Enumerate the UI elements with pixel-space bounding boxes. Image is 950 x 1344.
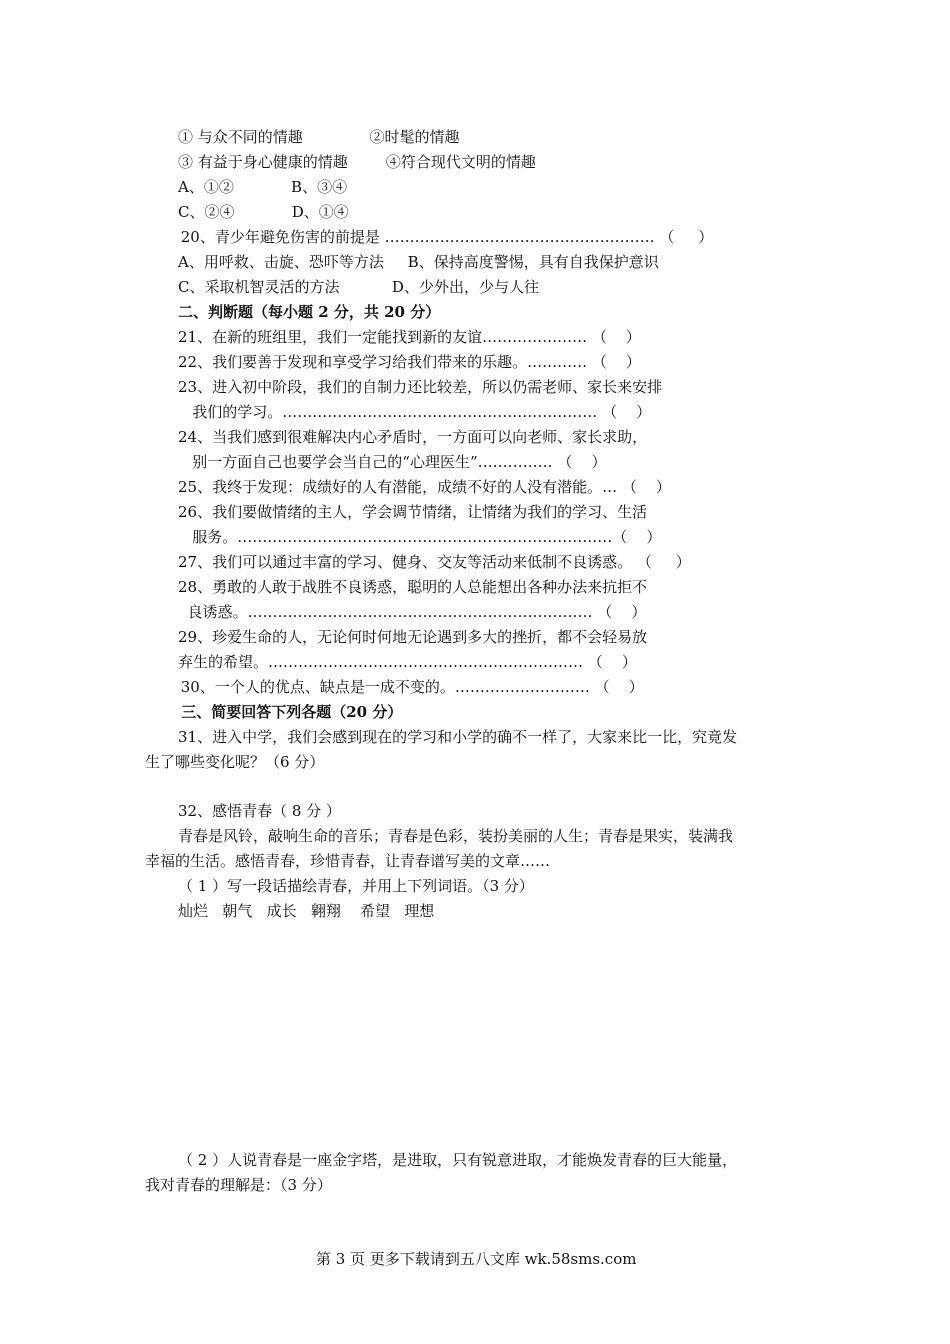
page-footer: 第 3 页 更多下载请到五八文库 wk.58sms.com: [316, 1250, 637, 1268]
question-27: 27、我们可以通过丰富的学习、健身、交友等活动来低制不良诱惑。 （ ）: [178, 553, 691, 571]
question-24-line-1: 24、当我们感到很难解决内心矛盾时，一方面可以向老师、家长求助，: [178, 428, 648, 446]
question-32-part-1: （ 1 ）写一段话描绘青春，并用上下列词语。（3 分）: [178, 877, 534, 895]
question-26-line-2: 服务。…………………………………………………………………（ ）: [178, 528, 662, 546]
q20-choice-cd: C、采取机智灵活的方法 D、少外出，少与人往: [178, 278, 539, 296]
question-32-title: 32、感悟青春（ 8 分 ）: [178, 802, 341, 820]
section-heading-2: 二、判断题（每小题 2 分，共 20 分）: [178, 303, 441, 321]
question-29-line-1: 29、珍爱生命的人，无论何时何地无论遇到多大的挫折，都不会轻易放: [178, 628, 648, 646]
choice-line-ab: A、①② B、③④: [178, 178, 348, 196]
question-31-line-1: 31、进入中学，我们会感到现在的学习和小学的确不一样了，大家来比一比，究竟发: [178, 728, 738, 746]
question-32-passage-line-2: 幸福的生活。感悟青春，珍惜青春，让青春谱写美的文章……: [145, 852, 551, 870]
question-32-word-list: 灿烂 朝气 成长 翱翔 希望 理想: [178, 902, 435, 920]
option-line-2: ③ 有益于身心健康的情趣 ④符合现代文明的情趣: [178, 153, 536, 171]
choice-line-cd: C、②④ D、①④: [178, 203, 349, 221]
option-line-1: ① 与众不同的情趣 ②时髦的情趣: [178, 128, 460, 146]
question-21: 21、在新的班组里，我们一定能找到新的友谊………………… （ ）: [178, 328, 641, 346]
question-26-line-1: 26、我们要做情绪的主人，学会调节情绪，让情绪为我们的学习、生活: [178, 503, 648, 521]
question-23-line-1: 23、进入初中阶段，我们的自制力还比较差，所以仍需老师、家长来安排: [178, 378, 663, 396]
question-22: 22、我们要善于发现和享受学习给我们带来的乐趣。………… （ ）: [178, 353, 641, 371]
question-32-part-2-line-2: 我对青春的理解是：（3 分）: [145, 1176, 332, 1194]
question-32-part-2-line-1: （ 2 ）人说青春是一座金字塔，是进取，只有锐意进取，才能焕发青春的巨大能量，: [178, 1151, 738, 1169]
question-32-passage-line-1: 青春是风铃，敲响生命的音乐；青春是色彩，装扮美丽的人生；青春是果实，装满我: [178, 827, 734, 845]
question-20: 20、青少年避免伤害的前提是 ……………………………………………… （ ）: [176, 228, 714, 246]
question-23-line-2: 我们的学习。……………………………………………………… （ ）: [178, 403, 652, 421]
question-31-line-2: 生了哪些变化呢？（6 分）: [145, 753, 325, 771]
question-24-line-2: 别一方面自己也要学会当自己的“心理医生”…………… （ ）: [178, 453, 607, 471]
question-28-line-1: 28、勇敢的人敢于战胜不良诱惑，聪明的人总能想出各种办法来抗拒不: [178, 578, 648, 596]
section-heading-3: 三、简要回答下列各题（20 分）: [176, 703, 403, 721]
question-30: 30、一个人的优点、缺点是一成不变的。……………………… （ ）: [176, 678, 644, 696]
question-29-line-2: 弃生的希望。……………………………………………………… （ ）: [178, 653, 637, 671]
q20-choice-ab: A、用呼救、击旋、恐吓等方法 B、保持高度警惕，具有自我保护意识: [178, 253, 659, 271]
question-28-line-2: 良诱惑。…………………………………………………………… （ ）: [178, 603, 647, 621]
question-25: 25、我终于发现：成绩好的人有潜能，成绩不好的人没有潜能。… （ ）: [178, 478, 671, 496]
